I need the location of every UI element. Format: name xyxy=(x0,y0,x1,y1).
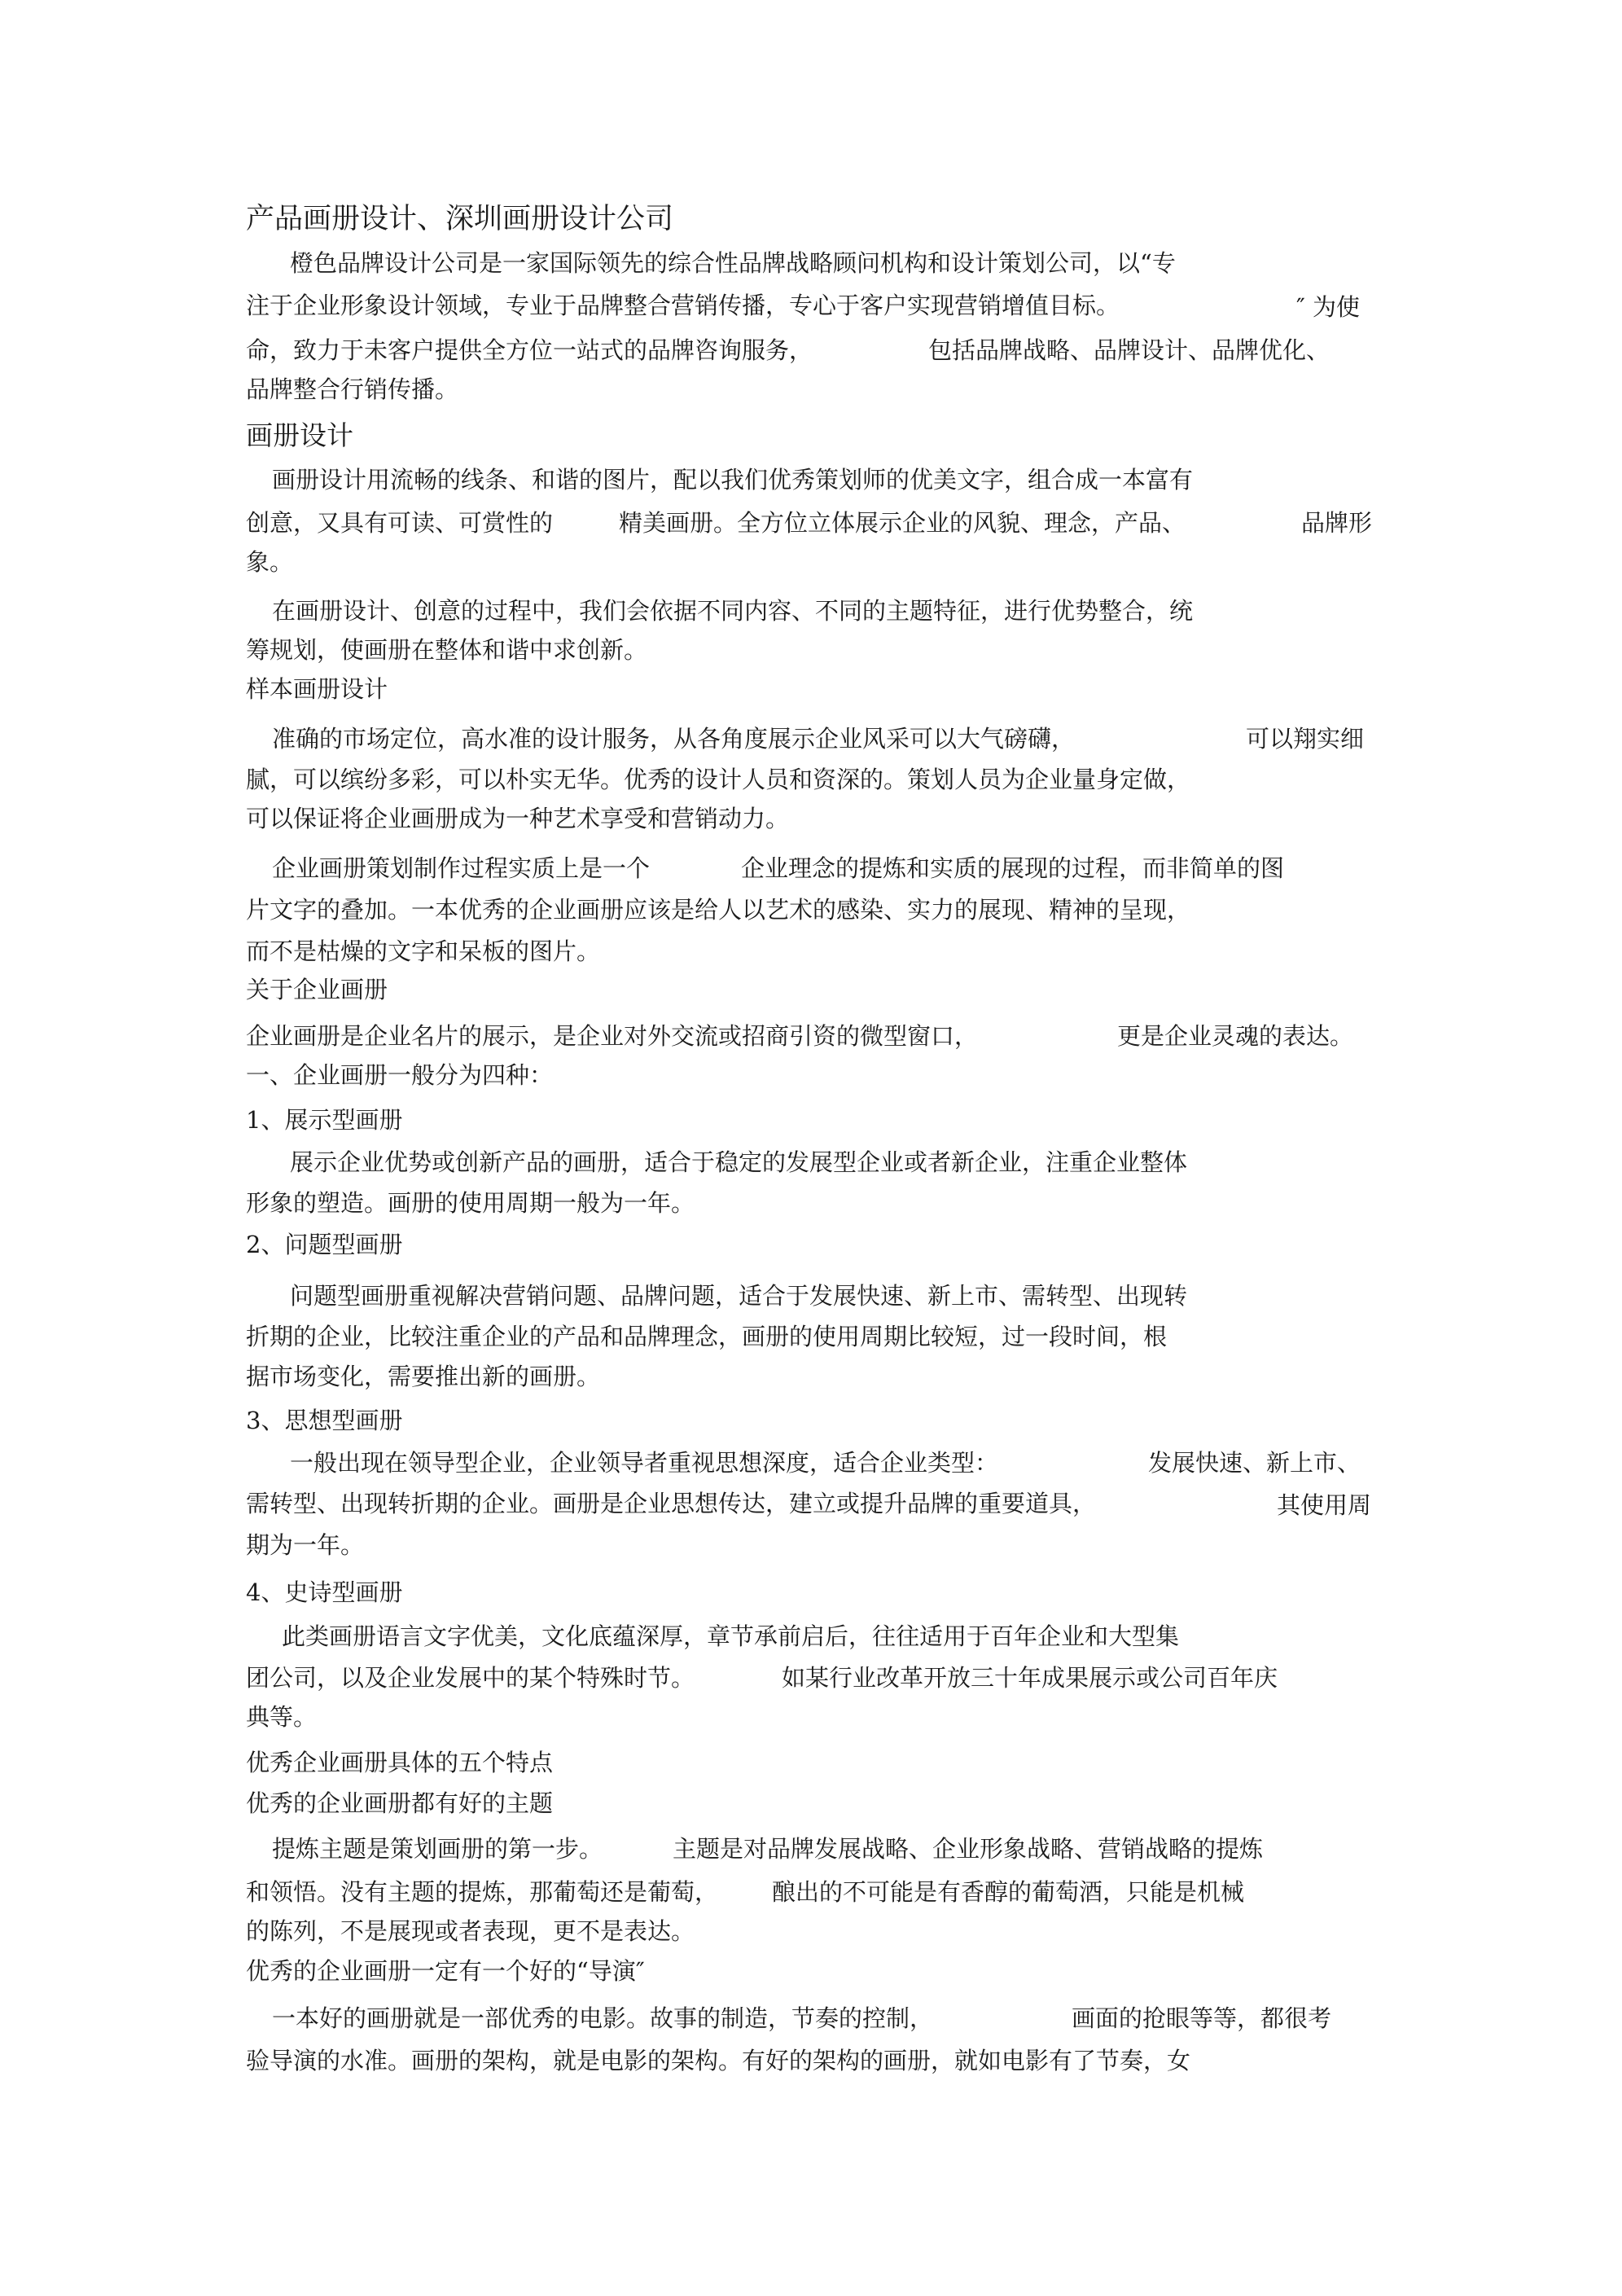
paragraph-line: 其使用周 xyxy=(1277,1491,1372,1519)
paragraph-line: 创意，又具有可读、可赏性的 xyxy=(246,509,554,537)
paragraph-line: 一本好的画册就是一部优秀的电影。故事的制造，节奏的控制， xyxy=(272,2004,934,2032)
paragraph-line: 精美画册。全方位立体展示企业的风貌、理念，产品、 xyxy=(619,509,1186,537)
section-heading: 样本画册设计 xyxy=(246,675,388,703)
paragraph-line: 橙色品牌设计公司是一家国际领先的综合性品牌战略顾问机构和设计策划公司，以“专 xyxy=(290,249,1176,277)
paragraph-line: 问题型画册重视解决营销问题、品牌问题，适合于发展快速、新上市、需转型、出现转 xyxy=(290,1282,1188,1310)
section-heading: 优秀的企业画册都有好的主题 xyxy=(246,1789,554,1817)
section-heading: 优秀的企业画册一定有一个好的“导演″ xyxy=(246,1957,645,1985)
paragraph-line: 展示企业优势或创新产品的画册，适合于稳定的发展型企业或者新企业，注重企业整体 xyxy=(290,1148,1188,1176)
paragraph-line: 企业画册策划制作过程实质上是一个 xyxy=(272,854,651,882)
paragraph-line: 可以翔实细 xyxy=(1246,725,1365,753)
section-heading: 关于企业画册 xyxy=(246,976,388,1003)
paragraph-line: 品牌整合行销传播。 xyxy=(246,375,459,403)
paragraph-line: 发展快速、新上市、 xyxy=(1148,1449,1361,1477)
paragraph-line: 在画册设计、创意的过程中，我们会依据不同内容、不同的主题特征，进行优势整合，统 xyxy=(272,597,1194,625)
paragraph-line: 更是企业灵魂的表达。 xyxy=(1117,1022,1354,1050)
paragraph-line: 品牌形 xyxy=(1301,509,1373,537)
paragraph-line: 折期的企业，比较注重企业的产品和品牌理念，画册的使用周期比较短，过一段时间，根 xyxy=(246,1323,1168,1350)
paragraph-line: 团公司，以及企业发展中的某个特殊时节。 xyxy=(246,1664,695,1692)
paragraph-line: 注于企业形象设计领域，专业于品牌整合营销传播，专心于客户实现营销增值目标。 xyxy=(246,292,1120,319)
paragraph-line: 命，致力于未客户提供全方位一站式的品牌咨询服务， xyxy=(246,336,813,364)
paragraph-line: 象。 xyxy=(246,548,294,576)
subsection-heading: 4、史诗型画册 xyxy=(246,1578,403,1606)
section-heading: 画册设计 xyxy=(246,419,353,451)
paragraph-line: ″ 为使 xyxy=(1296,293,1361,321)
paragraph-line: 包括品牌战略、品牌设计、品牌优化、 xyxy=(928,336,1330,364)
paragraph-line: 而不是枯燥的文字和呆板的图片。 xyxy=(246,937,601,965)
paragraph-line: 片文字的叠加。一本优秀的企业画册应该是给人以艺术的感染、实力的展现、精神的呈现， xyxy=(246,896,1191,924)
subsection-heading: 3、思想型画册 xyxy=(246,1407,403,1434)
paragraph-line: 据市场变化，需要推出新的画册。 xyxy=(246,1363,601,1390)
subsection-heading: 1、展示型画册 xyxy=(246,1106,403,1134)
paragraph-line: 准确的市场定位，高水准的设计服务，从各角度展示企业风采可以大气磅礴， xyxy=(272,725,1076,753)
paragraph-line: 画面的抢眼等等，都很考 xyxy=(1072,2004,1332,2032)
paragraph-line: 典等。 xyxy=(246,1703,318,1731)
paragraph-line: 需转型、出现转折期的企业。画册是企业思想传达，建立或提升品牌的重要道具， xyxy=(246,1490,1097,1517)
doc-title: 产品画册设计、深圳画册设计公司 xyxy=(246,203,674,235)
paragraph-line: 验导演的水准。画册的架构，就是电影的架构。有好的架构的画册，就如电影有了节奏，女 xyxy=(246,2047,1191,2074)
paragraph-line: 形象的塑造。画册的使用周期一般为一年。 xyxy=(246,1189,695,1217)
section-heading: 优秀企业画册具体的五个特点 xyxy=(246,1749,554,1776)
paragraph-line: 的陈列，不是展现或者表现，更不是表达。 xyxy=(246,1917,695,1945)
paragraph-line: 企业理念的提炼和实质的展现的过程，而非简单的图 xyxy=(741,854,1285,882)
paragraph-line: 如某行业改革开放三十年成果展示或公司百年庆 xyxy=(782,1664,1278,1692)
paragraph-line: 画册设计用流畅的线条、和谐的图片，配以我们优秀策划师的优美文字，组合成一本富有 xyxy=(272,466,1194,494)
paragraph-line: 企业画册是企业名片的展示，是企业对外交流或招商引资的微型窗口， xyxy=(246,1022,979,1050)
paragraph-line: 和领悟。没有主题的提炼，那葡萄还是葡萄， xyxy=(246,1878,719,1906)
paragraph-line: 可以保证将企业画册成为一种艺术享受和营销动力。 xyxy=(246,805,790,832)
paragraph-line: 此类画册语言文字优美，文化底蕴深厚，章节承前启后，往往适用于百年企业和大型集 xyxy=(282,1622,1180,1650)
paragraph-line: 一般出现在领导型企业，企业领导者重视思想深度，适合企业类型： xyxy=(290,1449,999,1477)
paragraph-line: 酿出的不可能是有香醇的葡萄酒，只能是机械 xyxy=(772,1878,1245,1906)
paragraph-line: 主题是对品牌发展战略、企业形象战略、营销战略的提炼 xyxy=(673,1835,1264,1863)
paragraph-line: 腻，可以缤纷多彩，可以朴实无华。优秀的设计人员和资深的。策划人员为企业量身定做， xyxy=(246,766,1191,793)
paragraph-line: 提炼主题是策划画册的第一步。 xyxy=(272,1835,603,1863)
paragraph-line: 筹规划，使画册在整体和谐中求创新。 xyxy=(246,636,648,664)
subsection-heading: 2、问题型画册 xyxy=(246,1231,403,1258)
paragraph-line: 一、企业画册一般分为四种： xyxy=(246,1061,554,1089)
paragraph-line: 期为一年。 xyxy=(246,1531,365,1559)
